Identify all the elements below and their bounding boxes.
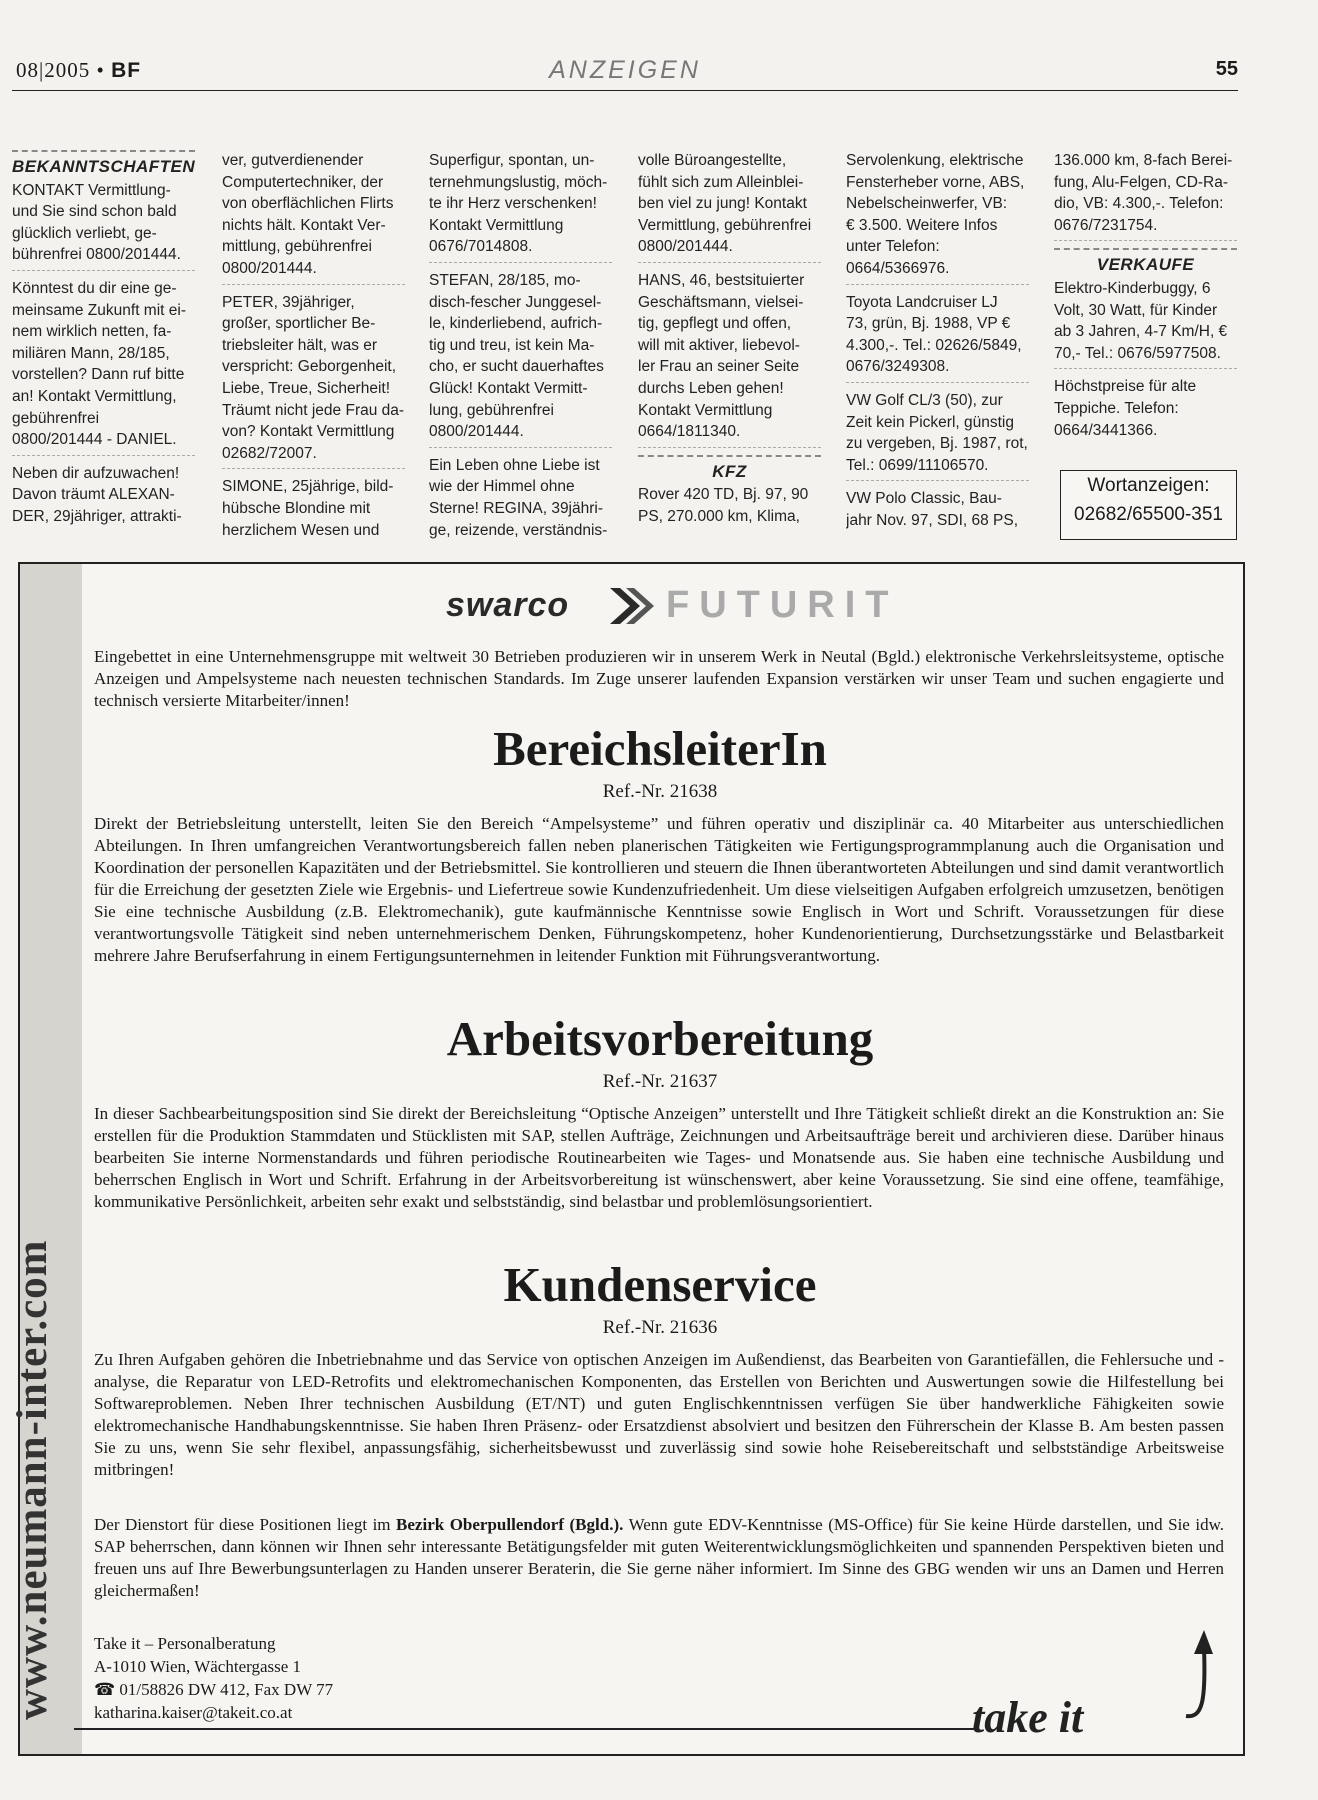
ad-line: volle Büroangestellte, [638,152,787,169]
category-heading: VERKAUFE [1054,248,1237,276]
ad-line: SIMONE, 25jährige, bild- [222,478,394,496]
section-title: ANZEIGEN [549,56,701,84]
classified-column [429,150,612,545]
classifieds-section [12,150,1240,545]
classified-ad [12,278,195,456]
ad-line: disch-fescher Junggesel- [429,293,602,311]
logo-swarco: swarco [446,586,570,624]
ad-line: Tel.: 0699/11106570. [846,456,989,474]
classified-column [12,150,195,545]
ad-line: nem wirklich netten, fa- [12,323,172,341]
ad-line: meinsame Zukunft mit ei- [12,301,186,319]
ad-line: Kontakt Vermittlung [638,401,773,419]
ad-line: Geschäftsmann, vielsei- [638,293,804,311]
ad-line: STEFAN, 28/185, mo- [429,271,581,289]
ad-line: miliären Mann, 28/185, [12,344,170,362]
ad-line: Davon träumt ALEXAN- [12,486,175,504]
ad-line: lung, gebührenfrei [429,401,554,419]
ad-line: 73, grün, Bj. 1988, VP € [846,315,1011,333]
ad-line: Computertechniker, der [222,173,384,191]
job-description-kundenservice: Zu Ihren Aufgaben gehören die Inbetriebnahme und das Service von optischen Anzeigen im Außendienst, das Bearbeiten von Garantiefällen, die Fehlersuche und -analyse, die Reparatur von LED-Retrofits und elektromechanischen Komponenten, das Erstellen von Berichten und Auswertungen sowie die Hilfestellung bei Softwareproblemen. Neben Ihrer technischen Ausbildung (ET/NT) und guten Englischkenntnissen verfügen Sie über handwerkliche Fähigkeiten sowie elektromechanische Handhabungskenntnisse. Sie haben Ihren Präsenz- oder Ersatzdienst absolviert und besitzen den Führerschein der Klasse B. Am besten passen Sie zu uns, wenn Sie sehr flexibel, anpassungsfähig, sicherheitsbewusst und zuverlässig sind sowie hohe Reisebereitschaft und selbstständige Arbeitsweise mitbringen! [94,1350,1224,1479]
ad-line: Sterne! REGINA, 39jähri- [429,499,604,517]
ad-line: tig und treu, ist kein Ma- [429,336,595,354]
ad-line: Kontakt Vermittlung [429,216,564,234]
job-title-bereichsleiter: BereichsleiterIn [493,721,827,776]
classified-ad [429,270,612,448]
page-number: 55 [1215,58,1238,80]
ad-line: ben viel zu jung! Kontakt [638,195,807,213]
classified-ad [222,292,405,470]
contact-phone: ☎ 01/58826 DW 412, Fax DW 77 [94,1680,334,1699]
ad-line: Nebelscheinwerfer, VB: [846,195,1008,213]
ad-line: dio, VB: 4.300,-. Telefon: [1054,195,1224,213]
category-heading: KFZ [638,455,821,483]
ad-line: € 3.500. Weitere Infos [846,216,998,234]
intro-paragraph: Eingebettet in eine Unternehmensgruppe mit weltweit 30 Betrieben produzieren wir in unserem Werk in Neutal (Bgld.) elektronische Verkehrsleitsysteme, optische Anzeigen und Ampelsysteme nach neuesten technischen Standards. Im Zuge unserer laufenden Expansion verstärken wir unser Team und suchen engagierte und technisch versierte Mitarbeiter/innen! [94,647,1224,710]
ad-line: Elektro-Kinderbuggy, 6 [1054,279,1211,297]
ad-line: Träumt nicht jede Frau da- [222,401,405,419]
ad-line: Höchstpreise für alte [1054,378,1197,396]
ad-line: 70,- Tel.: 0676/5977508. [1054,344,1221,362]
ad-line: durchs Leben gehen! [638,379,784,397]
ad-line: 0800/201444 - DANIEL. [12,431,177,449]
ad-line: will mit aktiver, liebevol- [638,336,800,354]
ad-line: 4.300,-. Tel.: 02626/5849, [846,336,1022,354]
job-title-kundenservice: Kundenservice [503,1257,817,1312]
ad-line: Zeit kein Pickerl, günstig [846,413,1014,431]
ad-line: Liebe, Treue, Sicherheit! [222,379,391,397]
classified-ad [222,476,405,545]
ad-line: verspricht: Geborgenheit, [222,358,397,376]
logo-futurit: FUTURIT [666,584,899,626]
ad-line: 0800/201444. [222,259,317,277]
classified-ad [12,180,195,271]
ad-line: Superfigur, spontan, un- [429,152,595,169]
ad-line: fühlt sich zum Alleinblei- [638,173,804,191]
ad-line: an! Kontakt Vermittlung, [12,387,177,405]
category-heading: BEKANNTSCHAFTEN [12,150,195,178]
classified-ad [12,463,195,532]
ad-line: ler Frau an seiner Seite [638,358,800,376]
ref-number-21637: Ref.-Nr. 21637 [602,1071,718,1092]
ad-line: unter Telefon: [846,238,940,256]
ad-line: 0676/3249308. [846,358,950,376]
classified-column [846,150,1029,545]
ad-line: KONTAKT Vermittlung- [12,181,171,199]
classified-ad [1054,150,1237,241]
closing-text-end: Wenn gute EDV-Kenntnisse (MS-Office) für Sie keine Hürde darstellen, und Sie idw. SAP beherrschen, dann können wir Ihnen sehr interessante Betätigungsfelder mit guten Weiterentwicklungsmöglichkeiten und spannenden Perspektiven bieten und freuen uns auf Ihre Bewerbungsunterlagen zu Handen unserer Beraterin, die Sie gerne näher informiert. Im Sinne des GBG wenden wir uns an Damen und Herren gleichermaßen! [94,1515,1224,1600]
job-description-arbeitsvorbereitung: In dieser Sachbearbeitungsposition sind Sie direkt der Bereichsleitung “Optische Anzeigen” unterstellt und Ihre Tätigkeit schließt direkt an die Konstruktion an: Sie erstellen für die Produktion Stammdaten und Stücklisten mit SAP, stellen Aufträge, Zeichnungen und Arbeitsaufträge bereit und archivieren diese. Darüber hinaus bearbeiten Sie interne Normenstandards und führen periodische Routinearbeiten wie Tages- und Monatsende aus. Sie haben eine technische Ausbildung und beherrschen Englisch in Wort und Schrift. Erfahrung in der Arbeitsvorbereitung ist wünschenswert, aber keine Voraussetzung. Sie sind eine offene, teamfähige, kommunikative Persönlichkeit, arbeiten sehr exakt und selbstständig, sind belastbar und problemlösungsorientiert. [94,1104,1224,1211]
wortanzeigen-label: Wortanzeigen: [1087,475,1210,496]
ad-line: bührenfrei 0800/201444. [12,246,181,264]
ad-line: 0664/1811340. [638,423,741,441]
ad-line: 0676/7014808. [429,238,533,256]
ad-line: triebsleiter hält, was er [222,336,378,354]
ad-line: wie der Himmel ohne [429,478,575,496]
contact-block [94,1632,333,1724]
classified-ad [638,270,821,448]
ad-line: ge, reizende, verständnis- [429,521,608,539]
ad-line: Fensterheber vorne, ABS, [846,173,1025,191]
ad-line: nichts hält. Kontakt Ver- [222,216,386,234]
classified-ad [222,150,405,285]
closing-location: Bezirk Oberpullendorf (Bgld.). [396,1515,624,1534]
side-url: www.neumann-inter.com [9,1239,56,1720]
ad-line: 136.000 km, 8-fach Berei- [1054,152,1233,169]
ad-line: 02682/72007. [222,444,317,462]
ad-line: herzlichem Wesen und [222,521,380,539]
ad-line: te ihr Herz verschenken! [429,195,597,213]
ad-line: fung, Alu-Felgen, CD-Ra- [1054,173,1229,191]
wortanzeigen-box [1060,470,1237,540]
classified-ad [1054,376,1237,445]
ref-number-21636: Ref.-Nr. 21636 [602,1317,718,1338]
classified-column [222,150,405,545]
ad-line: DER, 29jähriger, attrakti- [12,507,182,525]
classified-ad [638,150,821,263]
classified-ad [846,150,1029,285]
ad-line: gebührenfrei [12,409,100,427]
issue-number: 08|2005 • BF [16,58,142,82]
ad-line: ver, gutverdienender [222,152,364,169]
contact-email[interactable]: katharina.kaiser@takeit.co.at [94,1703,293,1722]
ad-line: cho, er sucht dauerhaftes [429,358,604,376]
classified-ad [1054,278,1237,369]
classified-ad [846,488,1029,535]
classified-ad [846,390,1029,481]
classified-ad [429,150,612,263]
ad-line: Teppiche. Telefon: [1054,399,1179,417]
contact-address: A-1010 Wien, Wächtergasse 1 [94,1657,302,1676]
closing-paragraph [94,1514,1224,1602]
ad-line: Ein Leben ohne Liebe ist [429,456,600,474]
signature-line [74,1728,974,1730]
ad-line: von? Kontakt Vermittlung [222,423,395,441]
ad-line: vorstellen? Dann ruf bitte [12,366,185,384]
ad-line: Toyota Landcruiser LJ [846,293,998,311]
ad-line: HANS, 46, bestsituierter [638,271,805,289]
ad-line: von oberflächlichen Flirts [222,195,394,213]
classified-column [638,150,821,545]
ad-line: VW Polo Classic, Bau- [846,490,1002,508]
ad-line: 0664/3441366. [1054,421,1158,439]
ad-line: großer, sportlicher Be- [222,315,376,333]
classified-ad [846,292,1029,383]
job-description-bereichsleiter: Direkt der Betriebsleitung unterstellt, leiten Sie den Bereich “Ampelsysteme” und führen operativ und disziplinär ca. 40 Mitarbeiter aus unterschiedlichen Abteilungen. In Ihren umfangreichen Verantwortungsbereich fallen neben planerischen Tätigkeiten wie Fertigungsprogrammplanung auch die Organisation und Koordination der personellen Kapazitäten und der Betriebsmittel. Sie kontrollieren und steuern die Ihnen überantworteten Abteilungen und sind damit verantwortlich für die Erreichung der gesetzten Ziele wie Ergebnis- und Liefertreue sowie Kundenzufriedenheit. Um diese vielseitigen Aufgaben erfolgreich umzusetzen, benötigen Sie eine technische Ausbildung (z.B. Elektromechanik), gute kaufmännische Kenntnisse sowie Englisch in Wort und Schrift. Voraussetzungen für diese verantwortungsvolle Tätigkeit sind neben unternehmerischem Denken, Führungskompetenz, hoher Kundenorientierung, Durchsetzungsstärke und Belastbarkeit mehrere Jahre Berufserfahrung in einem Fertigungsunternehmen in leitender Funktion mit Führungsverantwortung. [94,814,1224,965]
ad-line: 0800/201444. [429,423,524,441]
ad-line: glücklich verliebt, ge- [12,224,157,242]
job-title-arbeitsvorbereitung: Arbeitsvorbereitung [446,1011,874,1066]
ad-line: und Sie sind schon bald [12,203,177,221]
ad-line: tig, gepflegt und offen, [638,315,792,333]
ad-line: le, kinderliebend, aufrich- [429,315,603,333]
ad-line: Neben dir aufzuwachen! [12,464,180,482]
takeit-signature: take it [972,1693,1084,1742]
ad-line: Vermittlung, gebührenfrei [638,216,812,234]
ad-line: zu vergeben, Bj. 1987, rot, [846,435,1028,453]
ad-line: VW Golf CL/3 (50), zur [846,391,1003,409]
page-header [12,56,1238,91]
contact-company: Take it – Personalberatung [94,1634,276,1653]
up-arrow-icon [1182,1628,1222,1723]
ad-line: Rover 420 TD, Bj. 97, 90 [638,486,809,504]
ad-line: ternehmungslustig, möch- [429,173,608,191]
ad-line: Glück! Kontakt Vermitt- [429,379,588,397]
ad-line: 0664/5366976. [846,259,950,277]
ad-line: mittlung, gebührenfrei [222,238,372,256]
closing-text-start: Der Dienstort für diese Positionen liegt im [94,1515,397,1534]
ad-line: PS, 270.000 km, Klima, [638,507,800,525]
wortanzeigen-phone: 02682/65500-351 [1074,504,1223,525]
ad-line: Könntest du dir eine ge- [12,279,177,297]
company-logo [430,578,930,634]
ad-line: ab 3 Jahren, 4-7 Km/H, € [1054,323,1228,341]
ad-line: Servolenkung, elektrische [846,152,1024,169]
ad-line: jahr Nov. 97, SDI, 68 PS, [846,511,1019,529]
ad-line: PETER, 39jähriger, [222,293,355,311]
logo-chevron-icon [608,584,654,628]
ad-line: hübsche Blondine mit [222,499,371,517]
classified-ad [429,455,612,545]
ad-line: 0676/7231754. [1054,216,1158,234]
classified-ad [638,484,821,531]
ad-line: 0800/201444. [638,238,733,256]
ad-line: Volt, 30 Watt, für Kinder [1054,301,1218,319]
ref-number-21638: Ref.-Nr. 21638 [602,781,718,802]
